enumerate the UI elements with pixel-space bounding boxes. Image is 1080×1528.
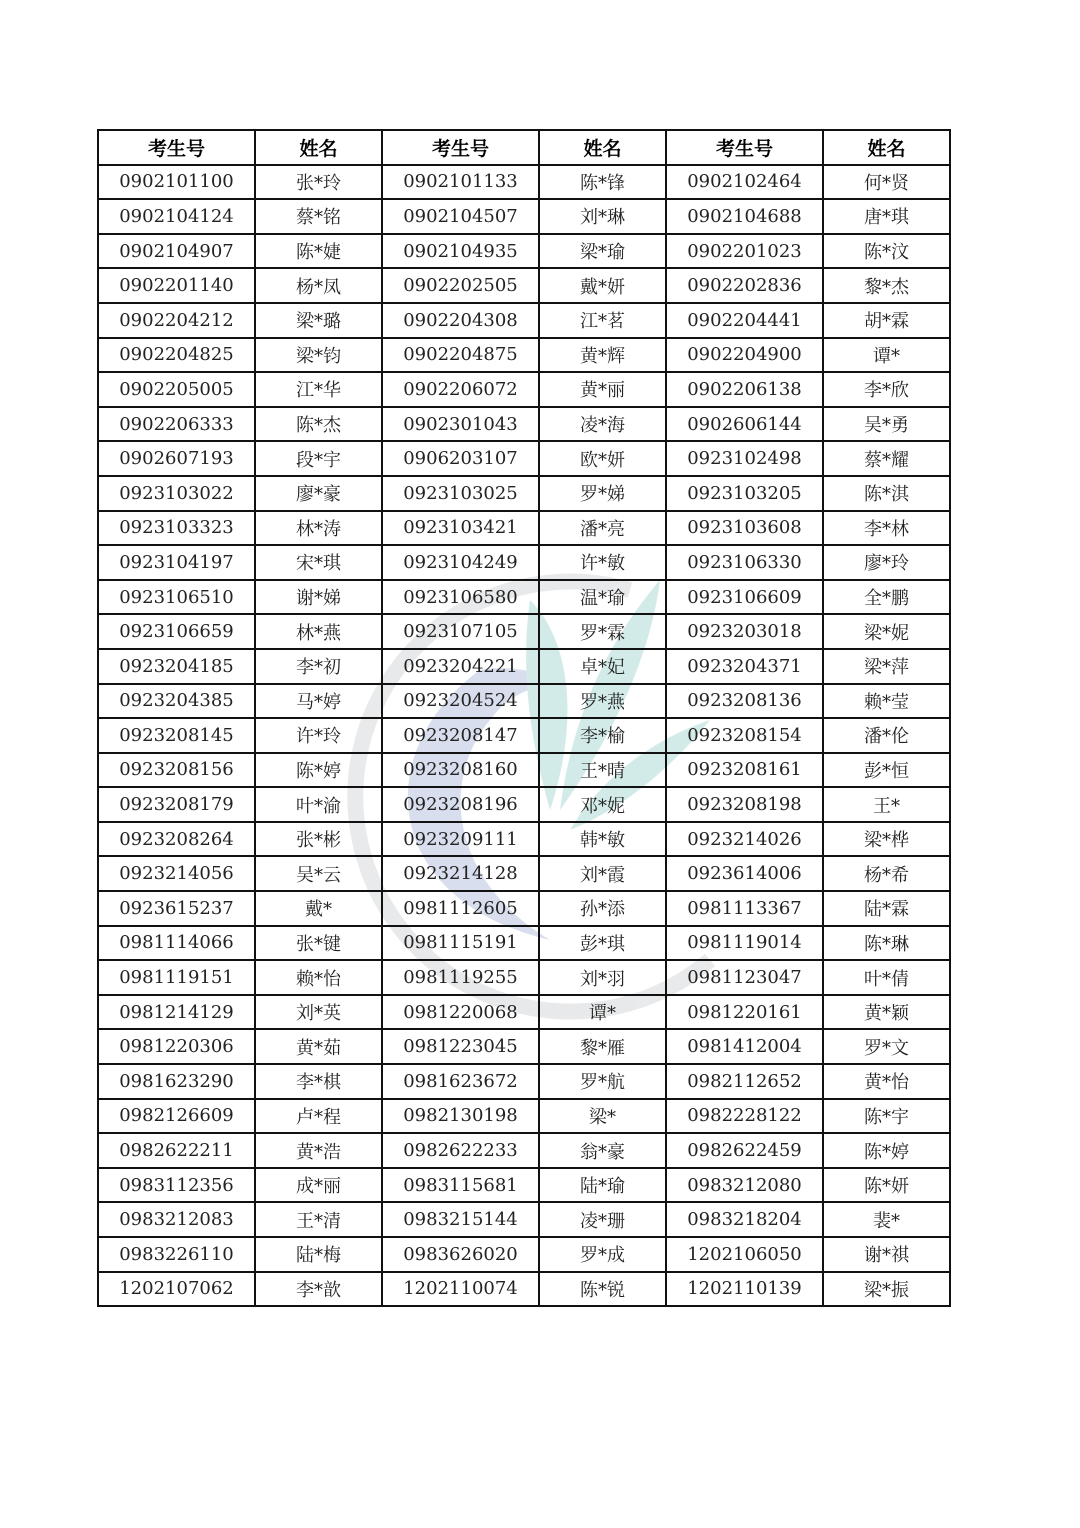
name-cell: 赖*怡 <box>255 960 382 995</box>
name-cell: 陈*琳 <box>823 926 950 961</box>
exam-number-cell: 0902102464 <box>666 165 823 200</box>
name-cell: 张*彬 <box>255 822 382 857</box>
name-cell: 叶*倩 <box>823 960 950 995</box>
exam-number-cell: 0923214026 <box>666 822 823 857</box>
name-cell: 黄*怡 <box>823 1064 950 1099</box>
name-cell: 宋*琪 <box>255 545 382 580</box>
name-cell: 陈*婕 <box>255 234 382 269</box>
exam-number-cell: 0981112605 <box>382 891 539 926</box>
name-cell: 王* <box>823 787 950 822</box>
exam-number-cell: 0923204385 <box>98 684 255 719</box>
exam-number-cell: 0923615237 <box>98 891 255 926</box>
exam-number-cell: 0981220161 <box>666 995 823 1030</box>
name-cell: 王*晴 <box>539 753 666 788</box>
exam-number-cell: 0902202505 <box>382 268 539 303</box>
name-cell: 谭* <box>823 338 950 373</box>
exam-number-cell: 0923208198 <box>666 787 823 822</box>
name-cell: 蔡*铭 <box>255 199 382 234</box>
column-header-name: 姓名 <box>823 130 950 165</box>
exam-number-cell: 0923208156 <box>98 753 255 788</box>
exam-number-cell: 0983218204 <box>666 1202 823 1237</box>
column-header-name: 姓名 <box>255 130 382 165</box>
name-cell: 黄*辉 <box>539 338 666 373</box>
table-row <box>98 960 950 995</box>
exam-number-cell: 0981119151 <box>98 960 255 995</box>
name-cell: 陆*瑜 <box>539 1168 666 1203</box>
exam-number-cell: 0923204185 <box>98 649 255 684</box>
name-cell: 梁*桦 <box>823 822 950 857</box>
name-cell: 梁*萍 <box>823 649 950 684</box>
exam-number-cell: 0923103025 <box>382 476 539 511</box>
name-cell: 潘*伦 <box>823 718 950 753</box>
name-cell: 段*宇 <box>255 441 382 476</box>
roster-body <box>98 165 950 1307</box>
exam-number-cell: 0981623290 <box>98 1064 255 1099</box>
exam-number-cell: 0982130198 <box>382 1099 539 1134</box>
name-cell: 成*丽 <box>255 1168 382 1203</box>
table-row <box>98 441 950 476</box>
exam-number-cell: 0902202836 <box>666 268 823 303</box>
name-cell: 林*涛 <box>255 511 382 546</box>
name-cell: 刘*羽 <box>539 960 666 995</box>
exam-number-cell: 0902104907 <box>98 234 255 269</box>
name-cell: 廖*玲 <box>823 545 950 580</box>
name-cell: 赖*莹 <box>823 684 950 719</box>
exam-number-cell: 0902204900 <box>666 338 823 373</box>
column-header-exam-number: 考生号 <box>98 130 255 165</box>
name-cell: 刘*琳 <box>539 199 666 234</box>
name-cell: 廖*豪 <box>255 476 382 511</box>
exam-number-cell: 1202107062 <box>98 1272 255 1307</box>
exam-number-cell: 0902201140 <box>98 268 255 303</box>
name-cell: 陆*霖 <box>823 891 950 926</box>
name-cell: 卓*妃 <box>539 649 666 684</box>
name-cell: 黎*雁 <box>539 1029 666 1064</box>
exam-number-cell: 0923204371 <box>666 649 823 684</box>
table-row <box>98 787 950 822</box>
name-cell: 陈*淇 <box>823 476 950 511</box>
table-row <box>98 1099 950 1134</box>
table-row <box>98 545 950 580</box>
exam-number-cell: 0982622211 <box>98 1133 255 1168</box>
exam-number-cell: 0923614006 <box>666 856 823 891</box>
exam-number-cell: 1202110074 <box>382 1272 539 1307</box>
exam-number-cell: 0923208154 <box>666 718 823 753</box>
exam-number-cell: 0923104197 <box>98 545 255 580</box>
exam-number-cell: 0923102498 <box>666 441 823 476</box>
exam-number-cell: 0923204221 <box>382 649 539 684</box>
exam-number-cell: 0902204875 <box>382 338 539 373</box>
exam-number-cell: 0981214129 <box>98 995 255 1030</box>
name-cell: 陈*婷 <box>255 753 382 788</box>
name-cell: 温*瑜 <box>539 580 666 615</box>
exam-number-cell: 0923107105 <box>382 614 539 649</box>
exam-number-cell: 0902204441 <box>666 303 823 338</box>
exam-number-cell: 0902301043 <box>382 407 539 442</box>
table-row <box>98 303 950 338</box>
name-cell: 裴* <box>823 1202 950 1237</box>
name-cell: 吴*勇 <box>823 407 950 442</box>
table-row <box>98 165 950 200</box>
exam-number-cell: 1202106050 <box>666 1237 823 1272</box>
name-cell: 江*华 <box>255 372 382 407</box>
name-cell: 李*林 <box>823 511 950 546</box>
name-cell: 陈*锐 <box>539 1272 666 1307</box>
table-row <box>98 268 950 303</box>
exam-number-cell: 0906203107 <box>382 441 539 476</box>
name-cell: 罗*航 <box>539 1064 666 1099</box>
name-cell: 韩*敏 <box>539 822 666 857</box>
name-cell: 李*榆 <box>539 718 666 753</box>
name-cell: 卢*程 <box>255 1099 382 1134</box>
table-row <box>98 234 950 269</box>
name-cell: 刘*霞 <box>539 856 666 891</box>
table-row <box>98 718 950 753</box>
exam-number-cell: 0902104935 <box>382 234 539 269</box>
table-row <box>98 511 950 546</box>
name-cell: 许*敏 <box>539 545 666 580</box>
name-cell: 罗*成 <box>539 1237 666 1272</box>
candidate-roster-table <box>97 129 951 1307</box>
name-cell: 黄*丽 <box>539 372 666 407</box>
exam-number-cell: 0923208160 <box>382 753 539 788</box>
exam-number-cell: 0981114066 <box>98 926 255 961</box>
exam-number-cell: 0981119014 <box>666 926 823 961</box>
exam-number-cell: 0902201023 <box>666 234 823 269</box>
name-cell: 凌*海 <box>539 407 666 442</box>
exam-number-cell: 0923103608 <box>666 511 823 546</box>
table-row <box>98 407 950 442</box>
name-cell: 林*燕 <box>255 614 382 649</box>
name-cell: 杨*希 <box>823 856 950 891</box>
roster-header <box>98 130 950 165</box>
exam-number-cell: 0902205005 <box>98 372 255 407</box>
exam-number-cell: 0902606144 <box>666 407 823 442</box>
name-cell: 李*歆 <box>255 1272 382 1307</box>
exam-number-cell: 0923103323 <box>98 511 255 546</box>
name-cell: 何*贤 <box>823 165 950 200</box>
exam-number-cell: 0981412004 <box>666 1029 823 1064</box>
table-row <box>98 995 950 1030</box>
name-cell: 谢*娣 <box>255 580 382 615</box>
exam-number-cell: 0982622233 <box>382 1133 539 1168</box>
exam-number-cell: 0923214128 <box>382 856 539 891</box>
name-cell: 欧*妍 <box>539 441 666 476</box>
table-row <box>98 1168 950 1203</box>
exam-number-cell: 0923106659 <box>98 614 255 649</box>
name-cell: 罗*文 <box>823 1029 950 1064</box>
exam-number-cell: 0983112356 <box>98 1168 255 1203</box>
table-row <box>98 338 950 373</box>
table-row <box>98 1237 950 1272</box>
exam-number-cell: 0902206072 <box>382 372 539 407</box>
name-cell: 唐*琪 <box>823 199 950 234</box>
name-cell: 张*键 <box>255 926 382 961</box>
name-cell: 吴*云 <box>255 856 382 891</box>
name-cell: 彭*恒 <box>823 753 950 788</box>
name-cell: 谭* <box>539 995 666 1030</box>
exam-number-cell: 0902204212 <box>98 303 255 338</box>
name-cell: 胡*霖 <box>823 303 950 338</box>
name-cell: 王*清 <box>255 1202 382 1237</box>
exam-number-cell: 0923208196 <box>382 787 539 822</box>
exam-number-cell: 0983212080 <box>666 1168 823 1203</box>
table-row <box>98 1133 950 1168</box>
name-cell: 陈*婷 <box>823 1133 950 1168</box>
column-header-exam-number: 考生号 <box>382 130 539 165</box>
name-cell: 彭*琪 <box>539 926 666 961</box>
name-cell: 陈*妍 <box>823 1168 950 1203</box>
exam-number-cell: 0981119255 <box>382 960 539 995</box>
table-row <box>98 614 950 649</box>
exam-number-cell: 0982622459 <box>666 1133 823 1168</box>
exam-number-cell: 0923214056 <box>98 856 255 891</box>
name-cell: 黄*颖 <box>823 995 950 1030</box>
name-cell: 李*棋 <box>255 1064 382 1099</box>
exam-number-cell: 0923106510 <box>98 580 255 615</box>
name-cell: 刘*英 <box>255 995 382 1030</box>
name-cell: 翁*豪 <box>539 1133 666 1168</box>
name-cell: 谢*祺 <box>823 1237 950 1272</box>
exam-number-cell: 0923208147 <box>382 718 539 753</box>
exam-number-cell: 0902206333 <box>98 407 255 442</box>
name-cell: 孙*添 <box>539 891 666 926</box>
name-cell: 邓*妮 <box>539 787 666 822</box>
exam-number-cell: 0981115191 <box>382 926 539 961</box>
name-cell: 江*茗 <box>539 303 666 338</box>
exam-number-cell: 0923103022 <box>98 476 255 511</box>
exam-number-cell: 1202110139 <box>666 1272 823 1307</box>
name-cell: 梁*璐 <box>255 303 382 338</box>
name-cell: 罗*燕 <box>539 684 666 719</box>
name-cell: 罗*娣 <box>539 476 666 511</box>
table-row <box>98 856 950 891</box>
name-cell: 戴* <box>255 891 382 926</box>
exam-number-cell: 0981123047 <box>666 960 823 995</box>
exam-number-cell: 0981220068 <box>382 995 539 1030</box>
name-cell: 李*初 <box>255 649 382 684</box>
exam-number-cell: 0983215144 <box>382 1202 539 1237</box>
exam-number-cell: 0923103421 <box>382 511 539 546</box>
name-cell: 李*欣 <box>823 372 950 407</box>
header-row <box>98 130 950 165</box>
table-row <box>98 822 950 857</box>
exam-number-cell: 0923208161 <box>666 753 823 788</box>
exam-number-cell: 0923208264 <box>98 822 255 857</box>
exam-number-cell: 0923208136 <box>666 684 823 719</box>
table-row <box>98 684 950 719</box>
exam-number-cell: 0902104124 <box>98 199 255 234</box>
name-cell: 黄*浩 <box>255 1133 382 1168</box>
table-row <box>98 891 950 926</box>
name-cell: 杨*凤 <box>255 268 382 303</box>
exam-number-cell: 0981223045 <box>382 1029 539 1064</box>
name-cell: 陈*杰 <box>255 407 382 442</box>
exam-number-cell: 0902101100 <box>98 165 255 200</box>
exam-number-cell: 0923203018 <box>666 614 823 649</box>
exam-number-cell: 0923103205 <box>666 476 823 511</box>
name-cell: 梁*振 <box>823 1272 950 1307</box>
exam-number-cell: 0981220306 <box>98 1029 255 1064</box>
table-row <box>98 1064 950 1099</box>
exam-number-cell: 0902104688 <box>666 199 823 234</box>
column-header-exam-number: 考生号 <box>666 130 823 165</box>
table-row <box>98 476 950 511</box>
name-cell: 潘*亮 <box>539 511 666 546</box>
table-row <box>98 926 950 961</box>
name-cell: 梁*瑜 <box>539 234 666 269</box>
exam-number-cell: 0923104249 <box>382 545 539 580</box>
exam-number-cell: 0902101133 <box>382 165 539 200</box>
table-row <box>98 649 950 684</box>
name-cell: 张*玲 <box>255 165 382 200</box>
name-cell: 马*婷 <box>255 684 382 719</box>
exam-number-cell: 0983115681 <box>382 1168 539 1203</box>
exam-number-cell: 0982112652 <box>666 1064 823 1099</box>
exam-number-cell: 0981623672 <box>382 1064 539 1099</box>
name-cell: 陈*汶 <box>823 234 950 269</box>
exam-number-cell: 0923204524 <box>382 684 539 719</box>
table-row <box>98 372 950 407</box>
name-cell: 梁* <box>539 1099 666 1134</box>
name-cell: 叶*渝 <box>255 787 382 822</box>
table-row <box>98 1272 950 1307</box>
name-cell: 梁*妮 <box>823 614 950 649</box>
name-cell: 陈*锋 <box>539 165 666 200</box>
exam-number-cell: 0983226110 <box>98 1237 255 1272</box>
exam-number-cell: 0923106609 <box>666 580 823 615</box>
exam-number-cell: 0923208179 <box>98 787 255 822</box>
exam-number-cell: 0902104507 <box>382 199 539 234</box>
exam-number-cell: 0902204308 <box>382 303 539 338</box>
column-header-name: 姓名 <box>539 130 666 165</box>
table-row <box>98 580 950 615</box>
name-cell: 全*鹏 <box>823 580 950 615</box>
exam-number-cell: 0923208145 <box>98 718 255 753</box>
exam-number-cell: 0902206138 <box>666 372 823 407</box>
exam-number-cell: 0981113367 <box>666 891 823 926</box>
exam-number-cell: 0902204825 <box>98 338 255 373</box>
name-cell: 蔡*耀 <box>823 441 950 476</box>
exam-number-cell: 0983212083 <box>98 1202 255 1237</box>
exam-number-cell: 0923209111 <box>382 822 539 857</box>
table-row <box>98 1029 950 1064</box>
exam-number-cell: 0982126609 <box>98 1099 255 1134</box>
exam-number-cell: 0923106580 <box>382 580 539 615</box>
name-cell: 黎*杰 <box>823 268 950 303</box>
table-row <box>98 1202 950 1237</box>
table-row <box>98 199 950 234</box>
name-cell: 陆*梅 <box>255 1237 382 1272</box>
name-cell: 黄*茹 <box>255 1029 382 1064</box>
exam-number-cell: 0983626020 <box>382 1237 539 1272</box>
name-cell: 梁*钧 <box>255 338 382 373</box>
name-cell: 戴*妍 <box>539 268 666 303</box>
name-cell: 罗*霖 <box>539 614 666 649</box>
exam-number-cell: 0902607193 <box>98 441 255 476</box>
exam-number-cell: 0982228122 <box>666 1099 823 1134</box>
table-row <box>98 753 950 788</box>
name-cell: 许*玲 <box>255 718 382 753</box>
exam-number-cell: 0923106330 <box>666 545 823 580</box>
name-cell: 陈*宇 <box>823 1099 950 1134</box>
name-cell: 凌*珊 <box>539 1202 666 1237</box>
